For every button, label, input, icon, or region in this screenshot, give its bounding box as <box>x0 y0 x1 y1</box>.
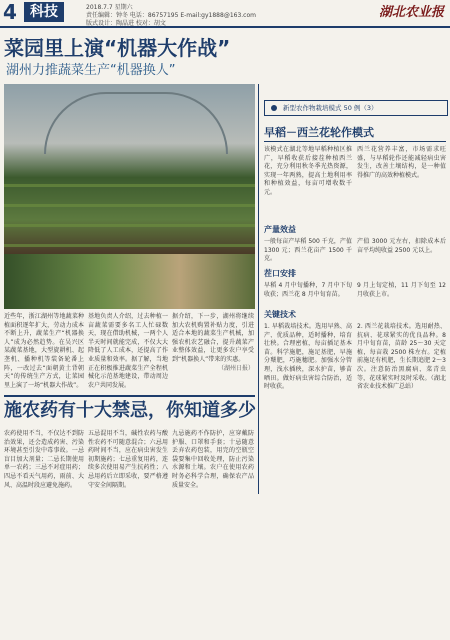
article-body-column: 产值 3000 元左右，扣除成本后亩平均纯收益 2500 元以上。 <box>357 238 446 254</box>
article-title-rotation: 早稻－西兰花轮作模式 <box>264 126 374 139</box>
article-body-column: 早稻 4 月中旬播种，7 月中下旬收获；西兰花 8 月中旬育苗。 <box>264 282 352 298</box>
date-line: 2018.7.7 星期六 <box>86 4 133 11</box>
article-subtitle: 湖州力推蔬菜生产“机器换人” <box>6 63 176 78</box>
crop-row <box>4 204 255 207</box>
article-body-column: 1. 早稻栽培技术。选用早熟、高产、优质品种，适时播种，培育壮秧。合理密植，每亩插足基本苗。科学施肥，施足基肥，早施分蘖肥，巧施穗肥。加强水分管理，浅水插秧，深水护苗，够苗晒田。做好病虫害综合防治，适时收获。 <box>264 323 352 391</box>
article-body-column: 西兰花营养丰富，市场需求旺盛，与早稻轮作还能减轻病虫害发生，改善土壤结构，是一种值得推广的高效种植模式。 <box>357 146 446 179</box>
greenhouse-frame <box>44 92 228 154</box>
subheading-key-tech: 关键技术 <box>264 310 296 319</box>
subheading-yield: 产量效益 <box>264 225 296 234</box>
title-underline <box>264 141 446 142</box>
series-banner <box>264 100 448 116</box>
article-body-column: 该模式在湖北等地早稻种植区推广，早稻收获后接茬种植西兰花，充分利用秋冬季光热资源，实现一年两熟，提高土地利用率和种植效益，每亩可增收数千元。 <box>264 146 352 196</box>
crop-row <box>4 184 255 187</box>
crop-row <box>4 244 255 247</box>
header-meta <box>86 4 256 28</box>
article-body-column: 据介绍，下一步，湖州将继续加大农机购置补贴力度，引进适合本地的蔬菜生产机械，加强农机农艺融合，提升蔬菜产业整体效益，让更多农户享受到“机器换人”带来的实惠。 （湖州日报） <box>172 313 254 372</box>
article-body-column: 基地负责人介绍，过去种植一亩蔬菜需要多名工人忙碌数天，现在借助机械，一两个人半天时间就能完成，不仅大大降低了人工成本，还提高了作业质量和效率。据了解，当地正在积极推进蔬菜生产全程机械化示范基地建设，带动周边农户共同发展。 <box>88 313 168 389</box>
article-body-column: 2. 西兰花栽培技术。选用耐热、抗病、花球紧实的优良品种。8 月中旬育苗，苗龄 25～30 天定植，每亩栽 2500 株左右。定植前施足有机肥，生长期追肥 2～3 次。注意防治黑腐病、菜青虫等，花球紧实时及时采收。（湖北省农业技术推广总站） <box>357 323 446 391</box>
editor-line: 责任编辑：钟冬 电话：86757195 E-mail:gy1888@163.com <box>86 12 256 19</box>
section-divider <box>4 395 255 397</box>
newspaper-masthead: 湖北农业报 <box>378 5 444 20</box>
article-body-column: 九忌施药不作防护，应穿戴防护服、口罩和手套；十忌随意丢弃农药包装，用完的空瓶空袋要集中回收处理，防止污染水源和土壤。农户在使用农药时务必科学合理，确保农产品质量安全。 <box>172 430 254 489</box>
bullet-icon <box>271 105 277 111</box>
column-divider <box>258 84 259 494</box>
article-title-pesticide: 施农药有十大禁忌，你知道多少 <box>4 400 256 421</box>
series-label: 新型农作物栽培模式 50 例（3） <box>283 104 378 112</box>
page-header <box>0 0 450 28</box>
article-body-column: 一般每亩产早稻 500 千克，产值 1300 元；西兰花亩产 1500 千克。 <box>264 238 352 263</box>
field-machinery-photo <box>4 254 255 309</box>
page-number: 4 <box>3 0 17 24</box>
crop-row <box>4 224 255 227</box>
editor-line-2: 版式设计：陶晶进 校对：胡文 <box>86 20 166 27</box>
subheading-schedule: 茬口安排 <box>264 269 296 278</box>
article-body-column: 五忌混用不当，碱性农药与酸性农药不可随意混合；六忌用药时间不当，应在病虫害发生初期施药；七忌重复用药，连续多次使用易产生抗药性；八忌用药后立即采收，要严格遵守安全间隔期。 <box>88 430 168 489</box>
section-label: 科技 <box>24 2 64 22</box>
article-title: 菜园里上演“机器大作战” <box>4 36 231 60</box>
greenhouse-photo <box>4 84 255 254</box>
article-body-column: 近些年，浙江湖州等地蔬菜种植面积逐年扩大，劳动力成本不断上升，蔬菜生产“机器换人”成为必然趋势。在吴兴区某蔬菜基地，大型旋耕机、起垄机、播种机等装备轮番上阵，一改过去“面朝黄土背朝天”的传统生产方式，让菜园里上演了一场“机器大作战”。 <box>4 313 84 389</box>
article-body-column: 9 月上旬定植，11 月下旬至 12 月收获上市。 <box>357 282 446 298</box>
article-body-column: 农药使用不当，不仅达不到防治效果，还会造成药害、污染环境甚至引发中毒事故。一忌盲目加大剂量；二忌长期使用单一农药；三忌不对症用药；四忌不看天气用药，雨前、大风、高温时段应避免施药。 <box>4 430 84 489</box>
article-author: （湖州日报） <box>217 364 254 372</box>
